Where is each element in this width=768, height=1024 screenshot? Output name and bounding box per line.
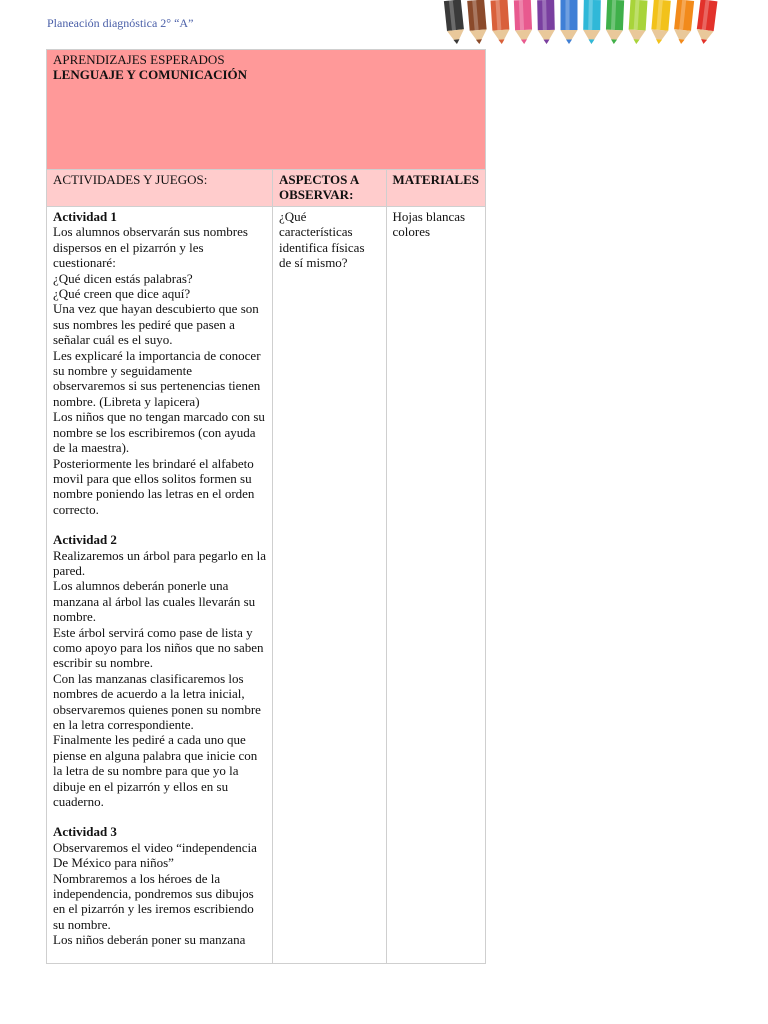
pencil-shape: [467, 0, 488, 45]
pencil-shape: [444, 0, 466, 45]
learning-outcomes-cell: [47, 50, 486, 170]
activity-line: Los alumnos deberán ponerle una manzana al árbol las cuales llevarán su nombre.: [53, 578, 256, 625]
activity-line: ¿Qué creen que dice aquí?: [53, 286, 191, 302]
aspects-text: ¿Qué características identifica físicas de sí mismo?: [278, 209, 365, 271]
activity-line: Una vez que hayan descubierto que son sus nombres les pediré que pasen a señalar cuál es el suyo.: [53, 301, 259, 348]
aspects-cell: [272, 207, 386, 964]
activity-line: Nombraremos a los héroes de la independencia, pondremos sus dibujos en el pizarrón y les iremos escribiendo su nombre.: [53, 870, 254, 932]
pencil-shape: [561, 0, 578, 44]
pencil-shape: [514, 0, 533, 44]
learning-outcomes-heading: APRENDIZAJES ESPERADOS: [53, 52, 225, 67]
activity-line: Les explicaré la importancia de conocer su nombre y seguidamente observaremos si sus pertenencias tienen nombre. (Libreta y lapicera): [53, 347, 261, 409]
aspects-column-header: ASPECTOS A OBSERVAR:: [272, 170, 386, 207]
activity-title: Actividad 1: [53, 209, 117, 224]
subject-heading: LENGUAJE Y COMUNICACIÓN: [53, 67, 248, 83]
activity-line: Los alumnos observarán sus nombres dispersos en el pizarrón y les cuestionaré:: [53, 224, 248, 271]
activity-line: Este árbol servirá como pase de lista y como apoyo para los niños que no saben escribir su nombre.: [53, 624, 264, 671]
activities-column-header: ACTIVIDADES Y JUEGOS:: [47, 170, 273, 207]
activity-line: Realizaremos un árbol para pegarlo en la pared.: [53, 547, 266, 578]
colored-pencils-image: [440, 0, 720, 52]
pencil-shape: [605, 0, 624, 44]
activity-title: Actividad 3: [53, 824, 117, 840]
activity-line: Los niños que no tengan marcado con su nombre se los escribiremos (con ayuda de la maestra).: [53, 409, 265, 456]
activity-spacer: [53, 809, 266, 824]
pencil-shape: [695, 0, 717, 45]
document-header-title: Planeación diagnóstica 2° “A”: [47, 16, 194, 30]
activity-line: ¿Qué dicen estás palabras?: [53, 270, 193, 286]
material-item: Hojas blancas: [392, 209, 466, 224]
pencil-shape: [673, 0, 695, 45]
materials-column-header: MATERIALES: [386, 170, 485, 207]
activity-spacer: [53, 517, 266, 532]
activity-line: Observaremos el video “independencia De México para niños”: [53, 839, 257, 871]
pencil-shape: [628, 0, 648, 44]
activity-line: Los niños deberán poner su manzana: [53, 932, 246, 948]
learning-outcomes-row: [47, 50, 486, 170]
activity-line: Posteriormente les brindaré el alfabeto movil para que ellos solitos formen su nombre poniendo las letras en el orden correcto.: [53, 455, 255, 517]
material-item: colores: [392, 224, 431, 240]
pencil-shape: [583, 0, 601, 44]
pencil-shape: [537, 0, 555, 44]
activity-title: Actividad 2: [53, 532, 117, 548]
column-header-row: [47, 170, 486, 207]
pencil-shape: [650, 0, 671, 45]
activities-cell: [47, 207, 273, 964]
materials-cell: [386, 207, 485, 964]
planning-table: [46, 49, 486, 964]
pencil-shape: [491, 0, 511, 45]
activities-body-row: [47, 207, 486, 964]
activity-line: Con las manzanas clasificaremos los nombres de acuerdo a la letra inicial, observaremos quienes ponen su nombre en la letra correspondiente.: [53, 670, 261, 732]
activity-line: Finalmente les pediré a cada uno que piense en alguna palabra que inicie con la letra de su nombre para que yo la dibuje en el pizarrón y ellos en su cuaderno.: [53, 732, 258, 810]
